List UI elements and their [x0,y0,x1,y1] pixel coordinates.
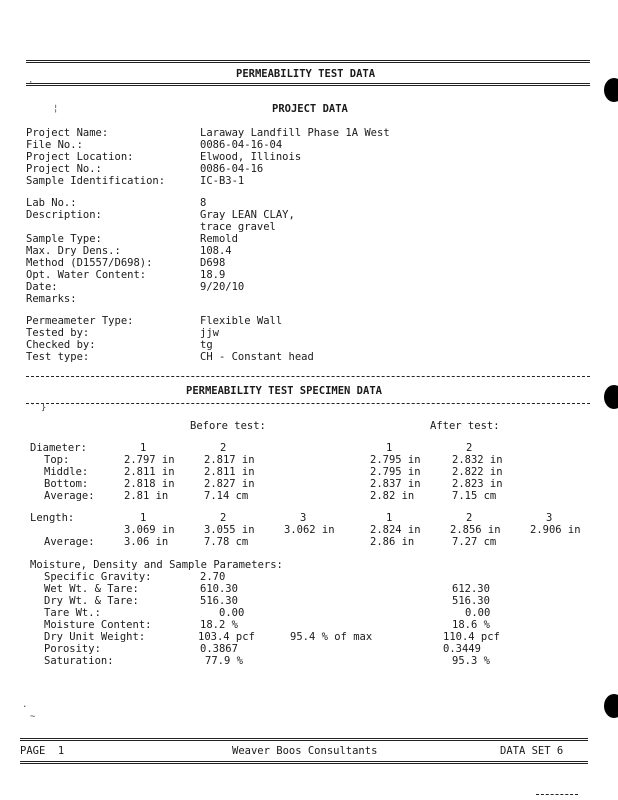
moisture-before: 103.4 pcf [198,631,255,643]
description-value-line2: trace gravel [200,221,276,233]
length-after-2: 2.856 in [450,524,501,536]
diameter-before-col-1: 1 [140,442,147,454]
diameter-after-2: 2.832 in [452,454,503,466]
checked-by-value: tg [200,339,213,351]
specimen-title: PERMEABILITY TEST SPECIMEN DATA [186,385,382,397]
footer-bottom-rule [20,761,588,764]
after-test-label: After test: [430,420,500,432]
specimen-title-rule [26,403,590,404]
footer-top-rule [20,738,588,741]
moisture-before: 0.00 [219,607,245,619]
specific-gravity-value: 2.70 [200,571,226,583]
length-after-avg-in: 2.86 in [370,536,415,548]
scan-speck: ¦ [53,104,59,114]
date-value: 9/20/10 [200,281,245,293]
remarks-label: Remarks: [26,293,77,305]
diameter-before-col-2: 2 [220,442,227,454]
lab-no-value: 8 [200,197,207,209]
length-before-1: 3.069 in [124,524,175,536]
test-type-label: Test type: [26,351,90,363]
diameter-before-1: 2.81 in [124,490,169,502]
scan-speck: · [28,78,34,88]
diameter-row-label: Middle: [44,466,89,478]
moisture-after: 95.3 % [452,655,490,667]
method-value: D698 [200,257,226,269]
title-rule [26,83,590,86]
length-before-col-2: 2 [220,512,227,524]
footer-dataset: DATA SET 6 [500,745,564,757]
moisture-row-label: Saturation: [44,655,114,667]
scan-speck: ~ [30,712,36,722]
diameter-before-1: 2.818 in [124,478,175,490]
project-name-label: Project Name: [26,127,109,139]
moisture-after: 612.30 [452,583,490,595]
sample-type-value: Remold [200,233,238,245]
diameter-after-2: 2.823 in [452,478,503,490]
diameter-after-2: 7.15 cm [452,490,497,502]
diameter-after-2: 2.822 in [452,466,503,478]
moisture-before: 77.9 % [205,655,243,667]
moisture-after: 18.6 % [452,619,490,631]
moisture-after: 0.3449 [443,643,481,655]
moisture-before: 610.30 [200,583,238,595]
binder-hole [604,694,618,718]
length-after-3: 2.906 in [530,524,581,536]
diameter-after-col-1: 1 [386,442,393,454]
project-name-value: Laraway Landfill Phase 1A West [200,127,390,139]
diameter-before-1: 2.811 in [124,466,175,478]
length-after-col-2: 2 [466,512,473,524]
moisture-after: 516.30 [452,595,490,607]
diameter-row-label: Top: [44,454,70,466]
footer-page: PAGE 1 [20,745,65,757]
diameter-before-2: 2.811 in [204,466,255,478]
tested-by-label: Tested by: [26,327,90,339]
length-before-2: 3.055 in [204,524,255,536]
moisture-before: 18.2 % [200,619,238,631]
diameter-after-1: 2.82 in [370,490,415,502]
percent-of-max-note: 95.4 % of max [290,631,373,643]
moisture-row-label: Porosity: [44,643,101,655]
test-type-value: CH - Constant head [200,351,314,363]
moisture-title: Moisture, Density and Sample Parameters: [30,559,283,571]
moisture-after: 110.4 pcf [443,631,500,643]
moisture-row-label: Tare Wt.: [44,607,101,619]
sample-type-label: Sample Type: [26,233,102,245]
checked-by-label: Checked by: [26,339,96,351]
diameter-label: Diameter: [30,442,87,454]
sample-id-label: Sample Identification: [26,175,166,187]
length-average-label: Average: [44,536,95,548]
length-after-avg-cm: 7.27 cm [452,536,497,548]
moisture-after: 0.00 [465,607,491,619]
diameter-after-1: 2.837 in [370,478,421,490]
scan-speck: . [22,700,28,710]
file-no-value: 0086-04-16-04 [200,139,283,151]
moisture-row-label: Dry Unit Weight: [44,631,146,643]
file-no-label: File No.: [26,139,83,151]
project-location-value: Elwood, Illinois [200,151,302,163]
description-value: Gray LEAN CLAY, [200,209,295,221]
specific-gravity-label: Specific Gravity: [44,571,152,583]
diameter-before-1: 2.797 in [124,454,175,466]
diameter-row-label: Bottom: [44,478,89,490]
footer-company: Weaver Boos Consultants [232,745,378,757]
opt-water-value: 18.9 [200,269,226,281]
date-label: Date: [26,281,58,293]
binder-hole [604,385,618,409]
diameter-before-2: 2.827 in [204,478,255,490]
length-after-1: 2.824 in [370,524,421,536]
page-title: PERMEABILITY TEST DATA [236,68,376,80]
length-before-avg-in: 3.06 in [124,536,169,548]
section-title: PROJECT DATA [272,103,348,115]
length-before-avg-cm: 7.78 cm [204,536,249,548]
opt-water-label: Opt. Water Content: [26,269,147,281]
binder-hole [604,78,618,102]
project-no-label: Project No.: [26,163,102,175]
method-label: Method (D1557/D698): [26,257,153,269]
diameter-before-2: 2.817 in [204,454,255,466]
length-label: Length: [30,512,75,524]
diameter-after-1: 2.795 in [370,454,421,466]
length-after-col-3: 3 [546,512,553,524]
diameter-row-label: Average: [44,490,95,502]
max-dry-dens-value: 108.4 [200,245,232,257]
scan-mark [536,794,578,795]
length-before-col-3: 3 [300,512,307,524]
diameter-after-1: 2.795 in [370,466,421,478]
moisture-row-label: Dry Wt. & Tare: [44,595,139,607]
permeameter-type-label: Permeameter Type: [26,315,134,327]
sample-id-value: IC-B3-1 [200,175,245,187]
before-test-label: Before test: [190,420,266,432]
moisture-row-label: Wet Wt. & Tare: [44,583,139,595]
specimen-rule [26,376,590,377]
moisture-row-label: Moisture Content: [44,619,152,631]
max-dry-dens-label: Max. Dry Dens.: [26,245,121,257]
length-before-col-1: 1 [140,512,147,524]
permeameter-type-value: Flexible Wall [200,315,283,327]
moisture-before: 516.30 [200,595,238,607]
diameter-after-col-2: 2 [466,442,473,454]
tested-by-value: jjw [200,327,219,339]
length-before-3: 3.062 in [284,524,335,536]
top-rule [26,60,590,63]
lab-no-label: Lab No.: [26,197,77,209]
scan-speck: ` } [30,403,47,413]
diameter-before-2: 7.14 cm [204,490,249,502]
moisture-before: 0.3867 [200,643,238,655]
project-location-label: Project Location: [26,151,134,163]
project-no-value: 0086-04-16 [200,163,264,175]
length-after-col-1: 1 [386,512,393,524]
description-label: Description: [26,209,102,221]
